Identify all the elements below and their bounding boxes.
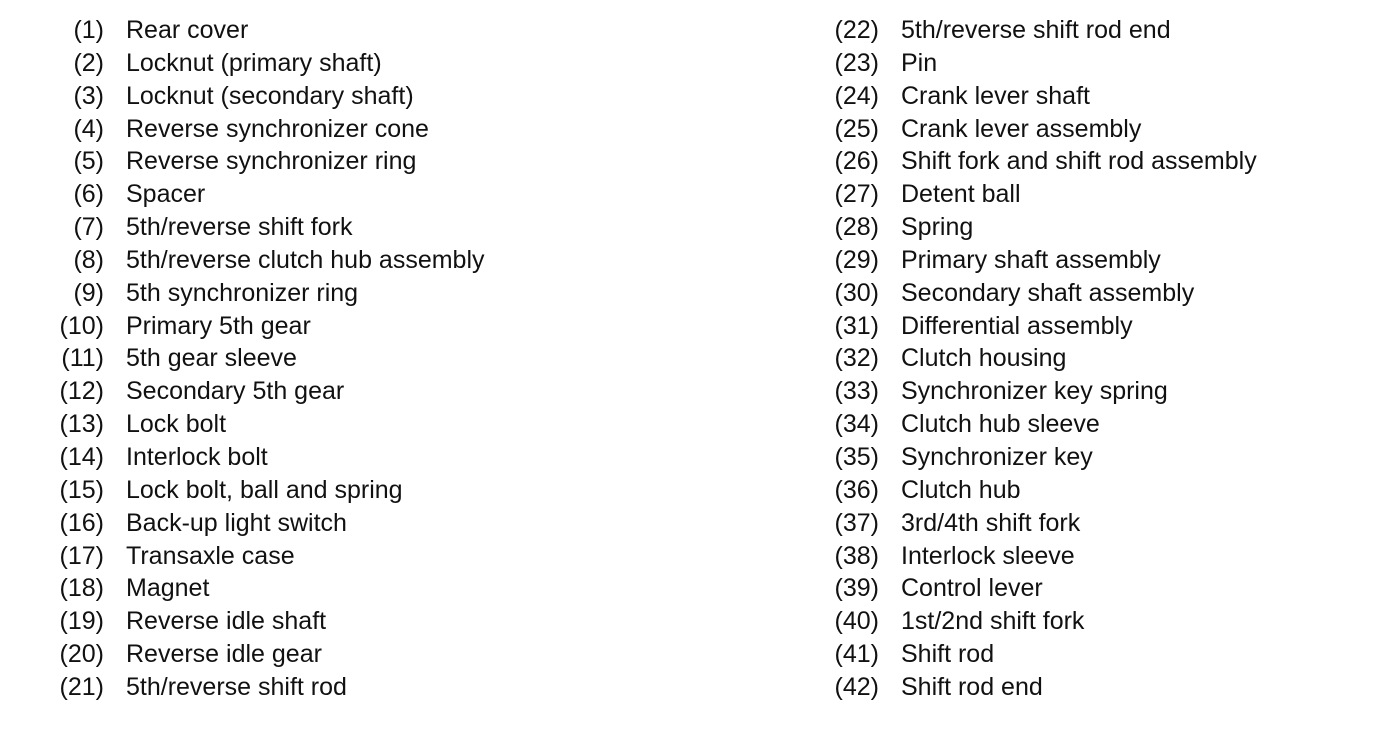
legend-item xyxy=(0,342,700,375)
item-number: (30) xyxy=(834,278,879,307)
item-label: 3rd/4th shift fork xyxy=(901,508,1081,537)
legend-item xyxy=(0,244,700,277)
item-number: (11) xyxy=(61,344,104,373)
item-label: Shift rod end xyxy=(901,672,1043,701)
item-label: Clutch hub xyxy=(901,475,1021,504)
legend-item xyxy=(0,277,700,310)
legend-item xyxy=(776,145,1376,178)
legend-item xyxy=(0,572,700,605)
legend-item xyxy=(776,474,1376,507)
legend-column-right xyxy=(776,14,1376,704)
item-label: 5th synchronizer ring xyxy=(126,278,359,307)
item-number: (20) xyxy=(59,640,104,669)
item-label: Lock bolt, ball and spring xyxy=(126,475,403,504)
item-label: Locknut (primary shaft) xyxy=(126,48,382,77)
item-label: Synchronizer key xyxy=(901,442,1093,471)
legend-item xyxy=(0,507,700,540)
item-number: (26) xyxy=(834,147,879,176)
legend-item xyxy=(0,47,700,80)
item-label: Detent ball xyxy=(901,180,1021,209)
legend-item xyxy=(776,540,1376,573)
legend-item xyxy=(0,671,700,704)
item-number: (17) xyxy=(59,541,104,570)
item-number: (25) xyxy=(834,114,879,143)
item-label: Secondary 5th gear xyxy=(126,377,345,406)
item-number: (9) xyxy=(73,278,104,307)
legend-item xyxy=(0,113,700,146)
item-label: Synchronizer key spring xyxy=(901,377,1168,406)
legend-item xyxy=(776,507,1376,540)
item-label: 1st/2nd shift fork xyxy=(901,607,1085,636)
item-number: (33) xyxy=(834,377,879,406)
item-label: Shift rod xyxy=(901,640,995,669)
legend-item xyxy=(776,244,1376,277)
legend-item xyxy=(776,342,1376,375)
item-number: (18) xyxy=(59,574,104,603)
legend-item xyxy=(0,605,700,638)
item-number: (1) xyxy=(73,16,104,44)
legend-item xyxy=(0,375,700,408)
item-label: Transaxle case xyxy=(126,541,295,570)
item-label: Reverse synchronizer ring xyxy=(126,147,417,176)
item-label: Pin xyxy=(901,48,938,77)
item-number: (28) xyxy=(834,213,879,242)
item-number: (2) xyxy=(73,48,104,77)
legend-item xyxy=(0,310,700,343)
item-label: Locknut (secondary shaft) xyxy=(126,81,414,110)
item-label: Differential assembly xyxy=(901,311,1133,340)
legend-item xyxy=(0,408,700,441)
item-label: Clutch housing xyxy=(901,344,1067,373)
item-label: Control lever xyxy=(901,574,1043,603)
legend-item xyxy=(776,178,1376,211)
legend-item xyxy=(0,145,700,178)
item-label: 5th gear sleeve xyxy=(126,344,297,373)
item-number: (21) xyxy=(59,672,104,701)
item-label: Crank lever shaft xyxy=(901,81,1090,110)
legend-item xyxy=(0,474,700,507)
item-number: (12) xyxy=(59,377,104,406)
parts-legend xyxy=(0,14,1376,714)
item-label: Interlock sleeve xyxy=(901,541,1075,570)
item-number: (40) xyxy=(834,607,879,636)
item-label: Back-up light switch xyxy=(126,508,347,537)
item-number: (8) xyxy=(73,245,104,274)
item-number: (42) xyxy=(834,672,879,701)
item-label: Magnet xyxy=(126,574,210,603)
item-number: (39) xyxy=(834,574,879,603)
item-number: (38) xyxy=(834,541,879,570)
item-number: (19) xyxy=(59,607,104,636)
item-label: Primary 5th gear xyxy=(126,311,311,340)
item-number: (37) xyxy=(834,508,879,537)
item-label: Secondary shaft assembly xyxy=(901,278,1195,307)
legend-item xyxy=(776,375,1376,408)
item-number: (32) xyxy=(834,344,879,373)
legend-item xyxy=(776,47,1376,80)
item-label: Shift fork and shift rod assembly xyxy=(901,147,1257,176)
legend-item xyxy=(776,14,1376,47)
item-label: Spacer xyxy=(126,180,206,209)
legend-item xyxy=(0,80,700,113)
item-number: (41) xyxy=(834,640,879,669)
item-number: (34) xyxy=(834,410,879,439)
item-label: 5th/reverse shift rod end xyxy=(901,16,1171,44)
item-label: Spring xyxy=(901,213,974,242)
item-number: (36) xyxy=(834,475,879,504)
legend-item xyxy=(776,605,1376,638)
item-number: (27) xyxy=(834,180,879,209)
item-number: (10) xyxy=(59,311,104,340)
legend-item xyxy=(0,441,700,474)
legend-item xyxy=(0,638,700,671)
legend-item xyxy=(0,540,700,573)
legend-item xyxy=(0,211,700,244)
item-label: 5th/reverse shift fork xyxy=(126,213,353,242)
legend-item xyxy=(776,277,1376,310)
item-label: Lock bolt xyxy=(126,410,227,439)
item-number: (23) xyxy=(834,48,879,77)
item-number: (35) xyxy=(834,442,879,471)
item-label: Crank lever assembly xyxy=(901,114,1142,143)
item-label: Interlock bolt xyxy=(126,442,268,471)
item-number: (16) xyxy=(59,508,104,537)
item-number: (24) xyxy=(834,81,879,110)
legend-item xyxy=(776,441,1376,474)
item-label: Primary shaft assembly xyxy=(901,245,1161,274)
item-number: (4) xyxy=(73,114,104,143)
item-number: (31) xyxy=(834,311,879,340)
item-label: 5th/reverse clutch hub assembly xyxy=(126,245,485,274)
item-number: (6) xyxy=(73,180,104,209)
item-label: Reverse idle gear xyxy=(126,640,322,669)
item-number: (14) xyxy=(59,442,104,471)
legend-item xyxy=(776,572,1376,605)
item-number: (7) xyxy=(73,213,104,242)
legend-item xyxy=(776,671,1376,704)
legend-item xyxy=(776,211,1376,244)
item-label: Reverse synchronizer cone xyxy=(126,114,429,143)
item-number: (29) xyxy=(834,245,879,274)
item-number: (15) xyxy=(59,475,104,504)
legend-item xyxy=(776,113,1376,146)
item-label: Rear cover xyxy=(126,16,249,44)
item-label: Reverse idle shaft xyxy=(126,607,327,636)
legend-item xyxy=(776,310,1376,343)
legend-item xyxy=(776,638,1376,671)
legend-column-left xyxy=(0,14,700,704)
item-label: Clutch hub sleeve xyxy=(901,410,1100,439)
item-number: (5) xyxy=(73,147,104,176)
item-number: (13) xyxy=(59,410,104,439)
item-label: 5th/reverse shift rod xyxy=(126,672,347,701)
legend-item xyxy=(776,408,1376,441)
item-number: (3) xyxy=(73,81,104,110)
item-number: (22) xyxy=(834,16,879,44)
legend-item xyxy=(776,80,1376,113)
legend-item xyxy=(0,14,700,47)
legend-item xyxy=(0,178,700,211)
